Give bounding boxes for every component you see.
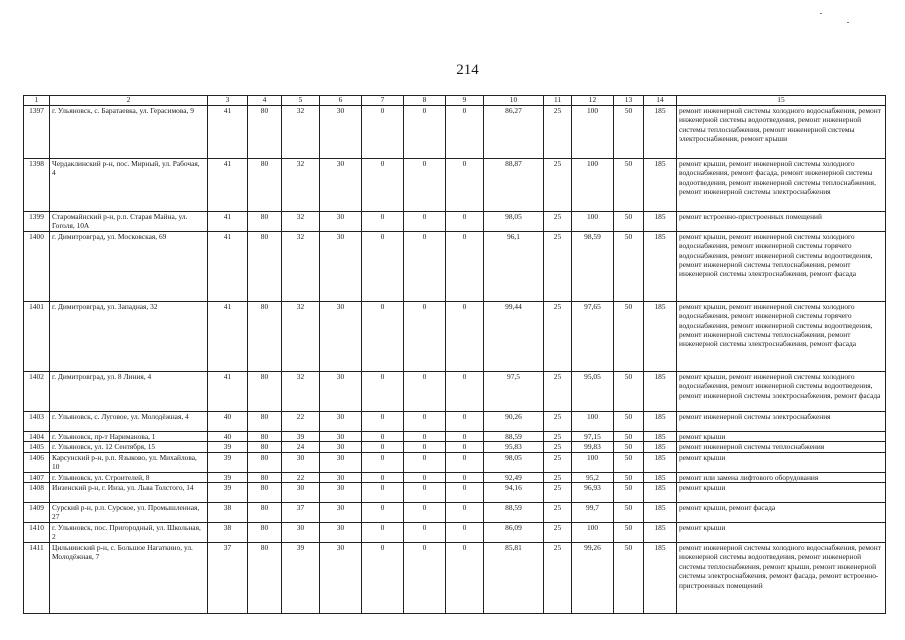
works-cell: ремонт крыши — [677, 523, 886, 543]
column-header: 11 — [544, 96, 572, 106]
row-number-cell: 1407 — [24, 472, 50, 482]
works-cell: ремонт крыши, ремонт инженерной системы холодного водоснабжения, ремонт инженерной системы горячего водоснабжения, ремонт инженерной системы водоотведения, ремонт инженерной системы теплоснабжения, ремонт инженерной системы электроснабжения, ремонт фасада — [677, 231, 886, 301]
value-cell: 185 — [644, 411, 677, 431]
value-cell: 32 — [282, 371, 320, 411]
value-cell: 185 — [644, 442, 677, 452]
value-cell: 80 — [248, 106, 282, 159]
value-cell: 185 — [644, 543, 677, 614]
works-cell: ремонт встроенно-пристроенных помещений — [677, 212, 886, 232]
value-cell: 185 — [644, 431, 677, 441]
value-cell: 80 — [248, 452, 282, 472]
value-cell: 185 — [644, 472, 677, 482]
value-cell: 0 — [446, 472, 484, 482]
column-header: 3 — [208, 96, 248, 106]
value-cell: 98,59 — [572, 231, 614, 301]
value-cell: 30 — [320, 371, 362, 411]
value-cell: 32 — [282, 212, 320, 232]
value-cell: 50 — [614, 411, 644, 431]
value-cell: 25 — [544, 452, 572, 472]
value-cell: 0 — [404, 431, 446, 441]
value-cell: 0 — [446, 301, 484, 371]
value-cell: 0 — [404, 371, 446, 411]
value-cell: 0 — [362, 452, 404, 472]
column-header: 9 — [446, 96, 484, 106]
value-cell: 30 — [320, 452, 362, 472]
address-cell: г. Ульяновск, с. Луговое, ул. Молодёжная, 4 — [50, 411, 208, 431]
value-cell: 39 — [282, 543, 320, 614]
value-cell: 32 — [282, 231, 320, 301]
value-cell: 50 — [614, 106, 644, 159]
row-number-cell: 1405 — [24, 442, 50, 452]
value-cell: 0 — [362, 106, 404, 159]
table-row — [24, 503, 886, 523]
value-cell: 0 — [446, 523, 484, 543]
value-cell: 80 — [248, 371, 282, 411]
value-cell: 0 — [446, 442, 484, 452]
value-cell: 0 — [446, 452, 484, 472]
works-cell: ремонт крыши — [677, 431, 886, 441]
value-cell: 25 — [544, 442, 572, 452]
value-cell: 0 — [446, 371, 484, 411]
value-cell: 25 — [544, 543, 572, 614]
value-cell: 30 — [320, 212, 362, 232]
value-cell: 99,26 — [572, 543, 614, 614]
value-cell: 96,1 — [484, 231, 544, 301]
value-cell: 80 — [248, 442, 282, 452]
value-cell: 25 — [544, 231, 572, 301]
address-cell: г. Ульяновск, ул. 12 Сентября, 15 — [50, 442, 208, 452]
address-cell: Цильнинский р-н, с. Большое Нагаткино, ул. Молодёжная, 7 — [50, 543, 208, 614]
row-number-cell: 1404 — [24, 431, 50, 441]
address-cell: Инзенский р-н, г. Инза, ул. Льва Толстого, 14 — [50, 483, 208, 503]
row-number-cell: 1406 — [24, 452, 50, 472]
value-cell: 0 — [404, 442, 446, 452]
value-cell: 88,59 — [484, 503, 544, 523]
scan-speck — [820, 13, 822, 14]
table-row — [24, 371, 886, 411]
value-cell: 88,59 — [484, 431, 544, 441]
row-number-cell: 1400 — [24, 231, 50, 301]
value-cell: 25 — [544, 472, 572, 482]
value-cell: 0 — [446, 483, 484, 503]
value-cell: 80 — [248, 523, 282, 543]
value-cell: 0 — [362, 411, 404, 431]
value-cell: 25 — [544, 106, 572, 159]
value-cell: 25 — [544, 411, 572, 431]
value-cell: 25 — [544, 159, 572, 212]
value-cell: 50 — [614, 442, 644, 452]
value-cell: 0 — [404, 411, 446, 431]
value-cell: 0 — [362, 472, 404, 482]
page-number: 214 — [456, 62, 479, 78]
value-cell: 80 — [248, 212, 282, 232]
address-cell: г. Димитровград, ул. Московская, 69 — [50, 231, 208, 301]
value-cell: 0 — [362, 301, 404, 371]
value-cell: 0 — [404, 159, 446, 212]
table-row — [24, 483, 886, 503]
value-cell: 39 — [208, 483, 248, 503]
value-cell: 0 — [404, 523, 446, 543]
value-cell: 88,87 — [484, 159, 544, 212]
column-header: 2 — [50, 96, 208, 106]
value-cell: 24 — [282, 442, 320, 452]
column-header: 1 — [24, 96, 50, 106]
value-cell: 41 — [208, 159, 248, 212]
table-row — [24, 452, 886, 472]
value-cell: 30 — [320, 543, 362, 614]
works-cell: ремонт крыши — [677, 452, 886, 472]
value-cell: 25 — [544, 301, 572, 371]
value-cell: 50 — [614, 472, 644, 482]
value-cell: 0 — [362, 231, 404, 301]
address-cell: г. Димитровград, ул. 8 Линия, 4 — [50, 371, 208, 411]
value-cell: 0 — [404, 231, 446, 301]
value-cell: 0 — [446, 431, 484, 441]
value-cell: 50 — [614, 371, 644, 411]
value-cell: 38 — [208, 523, 248, 543]
value-cell: 25 — [544, 431, 572, 441]
scan-speck — [847, 22, 849, 23]
works-cell: ремонт инженерной системы холодного водоснабжения, ремонт инженерной системы водоотведения, ремонт инженерной системы теплоснабжения, ремонт инженерной системы электроснабжения, ремонт крыши — [677, 106, 886, 159]
data-table — [23, 95, 886, 614]
value-cell: 95,05 — [572, 371, 614, 411]
works-cell: ремонт или замена лифтового оборудования — [677, 472, 886, 482]
value-cell: 100 — [572, 106, 614, 159]
value-cell: 80 — [248, 159, 282, 212]
value-cell: 185 — [644, 483, 677, 503]
address-cell: г. Димитровград, ул. Западная, 32 — [50, 301, 208, 371]
value-cell: 50 — [614, 503, 644, 523]
address-cell: г. Ульяновск, ул. Строителей, 8 — [50, 472, 208, 482]
value-cell: 0 — [446, 503, 484, 523]
column-header: 14 — [644, 96, 677, 106]
value-cell: 0 — [362, 212, 404, 232]
value-cell: 30 — [320, 231, 362, 301]
value-cell: 0 — [362, 523, 404, 543]
column-header: 6 — [320, 96, 362, 106]
value-cell: 185 — [644, 106, 677, 159]
value-cell: 95,2 — [572, 472, 614, 482]
value-cell: 50 — [614, 452, 644, 472]
row-number-cell: 1410 — [24, 523, 50, 543]
row-number-cell: 1402 — [24, 371, 50, 411]
value-cell: 39 — [208, 452, 248, 472]
value-cell: 30 — [320, 483, 362, 503]
value-cell: 39 — [282, 431, 320, 441]
address-cell: г. Ульяновск, с. Баратаевка, ул. Герасимова, 9 — [50, 106, 208, 159]
value-cell: 0 — [362, 159, 404, 212]
value-cell: 185 — [644, 301, 677, 371]
value-cell: 85,81 — [484, 543, 544, 614]
value-cell: 185 — [644, 452, 677, 472]
table-row — [24, 301, 886, 371]
value-cell: 80 — [248, 483, 282, 503]
table-row — [24, 106, 886, 159]
value-cell: 86,27 — [484, 106, 544, 159]
value-cell: 100 — [572, 411, 614, 431]
value-cell: 80 — [248, 231, 282, 301]
address-cell: г. Ульяновск, пр-т Нариманова, 1 — [50, 431, 208, 441]
value-cell: 99,83 — [572, 442, 614, 452]
works-cell: ремонт крыши, ремонт инженерной системы холодного водоснабжения, ремонт инженерной системы водоотведения, ремонт инженерной системы электроснабжения, ремонт фасада — [677, 371, 886, 411]
value-cell: 0 — [362, 431, 404, 441]
address-cell: Старомайнский р-н, р.п. Старая Майна, ул. Гоголя, 10А — [50, 212, 208, 232]
value-cell: 0 — [362, 503, 404, 523]
value-cell: 0 — [446, 159, 484, 212]
column-header: 10 — [484, 96, 544, 106]
value-cell: 25 — [544, 503, 572, 523]
value-cell: 185 — [644, 231, 677, 301]
value-cell: 0 — [362, 442, 404, 452]
value-cell: 40 — [208, 431, 248, 441]
value-cell: 94,16 — [484, 483, 544, 503]
value-cell: 80 — [248, 431, 282, 441]
value-cell: 39 — [208, 472, 248, 482]
value-cell: 50 — [614, 231, 644, 301]
value-cell: 185 — [644, 371, 677, 411]
value-cell: 97,5 — [484, 371, 544, 411]
value-cell: 30 — [320, 472, 362, 482]
value-cell: 50 — [614, 431, 644, 441]
value-cell: 100 — [572, 523, 614, 543]
table-row — [24, 411, 886, 431]
value-cell: 30 — [320, 431, 362, 441]
value-cell: 38 — [208, 503, 248, 523]
value-cell: 41 — [208, 106, 248, 159]
works-cell: ремонт крыши — [677, 483, 886, 503]
value-cell: 50 — [614, 212, 644, 232]
value-cell: 0 — [362, 543, 404, 614]
value-cell: 30 — [320, 523, 362, 543]
value-cell: 99,44 — [484, 301, 544, 371]
value-cell: 0 — [404, 301, 446, 371]
value-cell: 41 — [208, 371, 248, 411]
value-cell: 41 — [208, 301, 248, 371]
value-cell: 25 — [544, 523, 572, 543]
value-cell: 86,09 — [484, 523, 544, 543]
value-cell: 80 — [248, 411, 282, 431]
address-cell: Сурский р-н, р.п. Сурское, ул. Промышленная, 27 — [50, 503, 208, 523]
value-cell: 32 — [282, 159, 320, 212]
value-cell: 0 — [446, 411, 484, 431]
row-number-cell: 1403 — [24, 411, 50, 431]
table-row — [24, 543, 886, 614]
value-cell: 41 — [208, 212, 248, 232]
value-cell: 185 — [644, 503, 677, 523]
table-row — [24, 159, 886, 212]
value-cell: 80 — [248, 543, 282, 614]
value-cell: 30 — [320, 411, 362, 431]
value-cell: 0 — [404, 212, 446, 232]
address-cell: г. Ульяновск, пос. Пригородный, ул. Школьная, 2 — [50, 523, 208, 543]
value-cell: 32 — [282, 301, 320, 371]
works-cell: ремонт инженерной системы электроснабжения — [677, 411, 886, 431]
value-cell: 50 — [614, 159, 644, 212]
value-cell: 97,15 — [572, 431, 614, 441]
value-cell: 37 — [208, 543, 248, 614]
table-row — [24, 231, 886, 301]
value-cell: 100 — [572, 159, 614, 212]
value-cell: 0 — [446, 231, 484, 301]
row-number-cell: 1409 — [24, 503, 50, 523]
works-cell: ремонт крыши, ремонт фасада — [677, 503, 886, 523]
table-row — [24, 212, 886, 232]
value-cell: 80 — [248, 301, 282, 371]
value-cell: 0 — [404, 503, 446, 523]
value-cell: 0 — [404, 106, 446, 159]
value-cell: 50 — [614, 543, 644, 614]
table-row — [24, 431, 886, 441]
value-cell: 30 — [320, 442, 362, 452]
value-cell: 40 — [208, 411, 248, 431]
value-cell: 0 — [446, 543, 484, 614]
column-header: 4 — [248, 96, 282, 106]
value-cell: 185 — [644, 159, 677, 212]
table-row — [24, 523, 886, 543]
value-cell: 98,05 — [484, 452, 544, 472]
value-cell: 0 — [362, 483, 404, 503]
value-cell: 0 — [404, 452, 446, 472]
value-cell: 30 — [282, 483, 320, 503]
works-cell: ремонт инженерной системы холодного водоснабжения, ремонт инженерной системы водоотведения, ремонт инженерной системы теплоснабжения, ремонт крыши, ремонт инженерной системы электроснабжения, ремонт фасада, ремонт встроенно-пристроенных помещений — [677, 543, 886, 614]
row-number-cell: 1401 — [24, 301, 50, 371]
value-cell: 50 — [614, 483, 644, 503]
table-row — [24, 442, 886, 452]
value-cell: 30 — [282, 523, 320, 543]
value-cell: 0 — [446, 106, 484, 159]
column-header: 13 — [614, 96, 644, 106]
value-cell: 50 — [614, 523, 644, 543]
value-cell: 30 — [282, 452, 320, 472]
value-cell: 32 — [282, 106, 320, 159]
value-cell: 0 — [446, 212, 484, 232]
value-cell: 30 — [320, 159, 362, 212]
value-cell: 0 — [404, 543, 446, 614]
value-cell: 0 — [404, 472, 446, 482]
value-cell: 41 — [208, 231, 248, 301]
value-cell: 37 — [282, 503, 320, 523]
table-header-row — [24, 96, 886, 106]
value-cell: 39 — [208, 442, 248, 452]
value-cell: 97,65 — [572, 301, 614, 371]
value-cell: 30 — [320, 106, 362, 159]
address-cell: Чердаклинский р-н, пос. Мирный, ул. Рабочая, 4 — [50, 159, 208, 212]
value-cell: 90,26 — [484, 411, 544, 431]
address-cell: Карсунский р-н, р.п. Языково, ул. Михайлова, 10 — [50, 452, 208, 472]
column-header: 15 — [677, 96, 886, 106]
value-cell: 25 — [544, 483, 572, 503]
column-header: 8 — [404, 96, 446, 106]
value-cell: 25 — [544, 212, 572, 232]
value-cell: 100 — [572, 212, 614, 232]
column-header: 5 — [282, 96, 320, 106]
value-cell: 95,83 — [484, 442, 544, 452]
value-cell: 0 — [404, 483, 446, 503]
value-cell: 96,93 — [572, 483, 614, 503]
value-cell: 0 — [362, 371, 404, 411]
table-row — [24, 472, 886, 482]
column-header: 12 — [572, 96, 614, 106]
works-cell: ремонт крыши, ремонт инженерной системы холодного водоснабжения, ремонт инженерной системы горячего водоснабжения, ремонт инженерной системы водоотведения, ремонт инженерной системы теплоснабжения, ремонт инженерной системы электроснабжения, ремонт фасада — [677, 301, 886, 371]
row-number-cell: 1411 — [24, 543, 50, 614]
value-cell: 185 — [644, 212, 677, 232]
row-number-cell: 1398 — [24, 159, 50, 212]
value-cell: 22 — [282, 411, 320, 431]
row-number-cell: 1397 — [24, 106, 50, 159]
value-cell: 30 — [320, 503, 362, 523]
value-cell: 98,05 — [484, 212, 544, 232]
value-cell: 185 — [644, 523, 677, 543]
column-header: 7 — [362, 96, 404, 106]
value-cell: 25 — [544, 371, 572, 411]
value-cell: 50 — [614, 301, 644, 371]
value-cell: 92,49 — [484, 472, 544, 482]
value-cell: 99,7 — [572, 503, 614, 523]
value-cell: 22 — [282, 472, 320, 482]
value-cell: 30 — [320, 301, 362, 371]
row-number-cell: 1399 — [24, 212, 50, 232]
value-cell: 100 — [572, 452, 614, 472]
value-cell: 80 — [248, 472, 282, 482]
works-cell: ремонт крыши, ремонт инженерной системы холодного водоснабжения, ремонт фасада, ремонт инженерной системы водоотведения, ремонт инженерной системы теплоснабжения, ремонт инженерной системы электроснабжения — [677, 159, 886, 212]
value-cell: 80 — [248, 503, 282, 523]
works-cell: ремонт инженерной системы теплоснабжения — [677, 442, 886, 452]
row-number-cell: 1408 — [24, 483, 50, 503]
